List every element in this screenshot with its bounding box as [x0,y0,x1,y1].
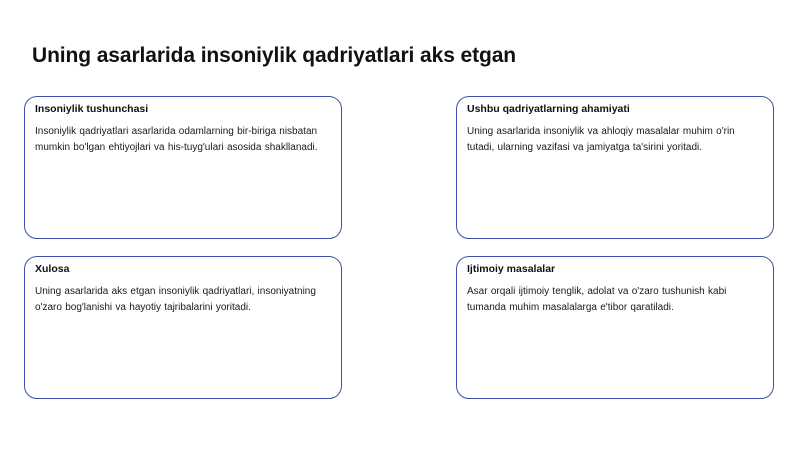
card-text: Uning asarlarida aks etgan insoniylik qadriyatlari, insoniyatning o'zaro bog'lanishi va hayotiy tajribalarini yoritadi. [35,286,316,313]
card-heading: Xulosa [35,263,70,275]
slide-title: Uning asarlarida insoniylik qadriyatlari aks etgan [32,44,517,67]
card-text: Insoniylik qadriyatlari asarlarida odamlarning bir-biriga nisbatan mumkin bo'lgan ehtiyojlari va his-tuyg'ulari asosida shakllanadi. [35,126,318,153]
card-heading: Ijtimoiy masalalar [467,263,556,275]
card-qadriyatlar-ahamiyati [456,96,774,239]
card-heading: Ushbu qadriyatlarning ahamiyati [467,103,630,115]
card-insoniylik-tushunchasi [24,96,342,239]
card-heading: Insoniylik tushunchasi [35,103,149,115]
card-text: Uning asarlarida insoniylik va ahloqiy masalalar muhim o'rin tutadi, ularning vazifasi va jamiyatga ta'sirini yoritadi. [467,126,735,153]
card-ijtimoiy-masalalar [456,256,774,399]
card-text: Asar orqali ijtimoiy tenglik, adolat va o'zaro tushunish kabi tumanda muhim masalalarga e'tibor qaratiladi. [467,286,727,313]
card-xulosa [24,256,342,399]
